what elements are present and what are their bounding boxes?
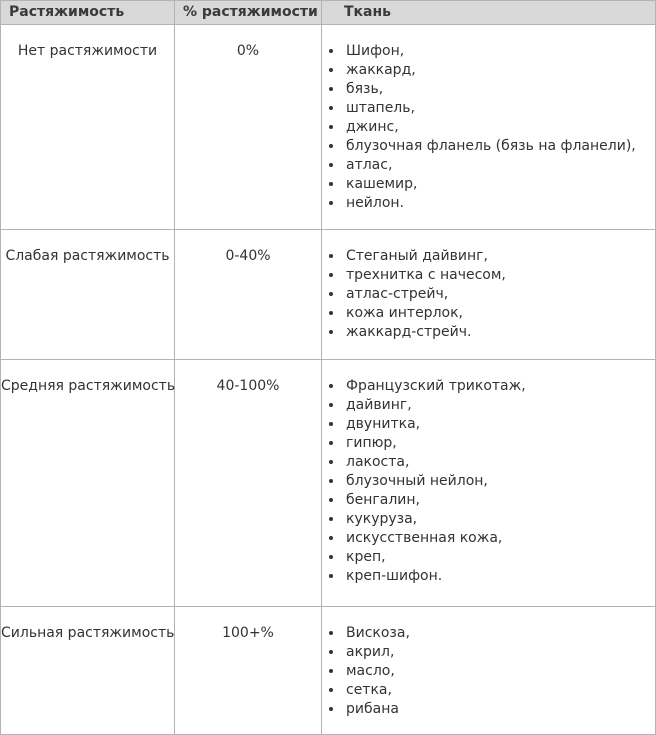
category-cell: Нет растяжимости xyxy=(1,25,175,230)
fabric-item: • атлас-стрейч, xyxy=(344,285,655,304)
fabric-item: • креп, xyxy=(344,548,655,567)
fabric-list xyxy=(322,377,655,586)
percent-cell: 0% xyxy=(175,25,322,230)
fabric-item: • масло, xyxy=(344,662,655,681)
fabric-item: • нейлон. xyxy=(344,194,655,213)
fabric-item: • кожа интерлок, xyxy=(344,304,655,323)
fabric-item: • джинс, xyxy=(344,118,655,137)
fabric-item: • дайвинг, xyxy=(344,396,655,415)
fabric-item: • гипюр, xyxy=(344,434,655,453)
category-cell: Средняя растяжимость xyxy=(1,360,175,607)
header-row xyxy=(1,1,656,25)
table-header xyxy=(1,1,656,25)
fabric-item: • сетка, xyxy=(344,681,655,700)
fabric-item: • бязь, xyxy=(344,80,655,99)
fabric-item: • бенгалин, xyxy=(344,491,655,510)
header-stretchability: Растяжимость xyxy=(1,1,175,25)
category-cell: Сильная растяжимость xyxy=(1,607,175,735)
fabric-list xyxy=(322,247,655,342)
header-fabric: Ткань xyxy=(322,1,656,25)
table-row xyxy=(1,360,656,607)
category-cell: Слабая растяжимость xyxy=(1,230,175,360)
fabric-item: • штапель, xyxy=(344,99,655,118)
fabric-cell xyxy=(322,607,656,735)
fabric-item: • блузочный нейлон, xyxy=(344,472,655,491)
fabric-item: • блузочная фланель (бязь на фланели), xyxy=(344,137,655,156)
table-row xyxy=(1,230,656,360)
fabric-item: • искусственная кожа, xyxy=(344,529,655,548)
fabric-item: • лакоста, xyxy=(344,453,655,472)
fabric-item: • Стеганый дайвинг, xyxy=(344,247,655,266)
header-percent: % растяжимости xyxy=(175,1,322,25)
table-row xyxy=(1,25,656,230)
fabric-item: • Французский трикотаж, xyxy=(344,377,655,396)
table-body xyxy=(1,25,656,735)
fabric-cell xyxy=(322,360,656,607)
fabric-item: • трехнитка с начесом, xyxy=(344,266,655,285)
fabric-item: • двунитка, xyxy=(344,415,655,434)
fabric-item: • рибана xyxy=(344,700,655,719)
percent-cell: 40-100% xyxy=(175,360,322,607)
fabric-item: • жаккард-стрейч. xyxy=(344,323,655,342)
fabric-item: • атлас, xyxy=(344,156,655,175)
fabric-item: • акрил, xyxy=(344,643,655,662)
fabric-item: • Шифон, xyxy=(344,42,655,61)
fabric-item: • креп-шифон. xyxy=(344,567,655,586)
fabric-item: • жаккард, xyxy=(344,61,655,80)
fabric-list xyxy=(322,42,655,213)
fabric-item: • кашемир, xyxy=(344,175,655,194)
table-row xyxy=(1,607,656,735)
fabric-item: • кукуруза, xyxy=(344,510,655,529)
fabric-cell xyxy=(322,25,656,230)
percent-cell: 100+% xyxy=(175,607,322,735)
fabric-item: • Вискоза, xyxy=(344,624,655,643)
percent-cell: 0-40% xyxy=(175,230,322,360)
fabric-cell xyxy=(322,230,656,360)
fabric-list xyxy=(322,624,655,719)
